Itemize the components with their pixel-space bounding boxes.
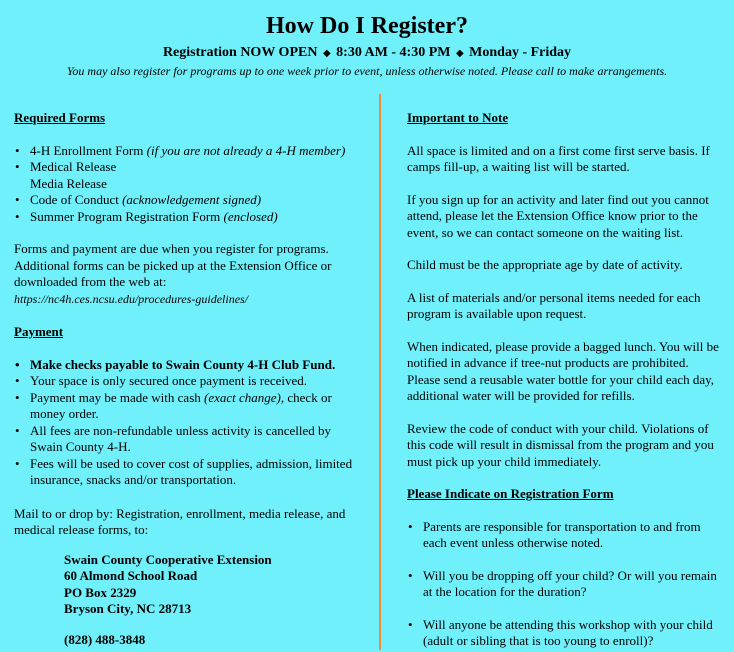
form-name: Summer Program Registration Form <box>30 208 221 224</box>
indicate-list <box>407 519 725 650</box>
mailing-address <box>14 552 366 649</box>
list-item <box>14 456 366 489</box>
bullet-icon: • <box>15 142 20 158</box>
bullet-icon: • <box>408 518 413 534</box>
payment-heading: Payment <box>14 324 64 339</box>
phone-number: (828) 488-3848 <box>64 631 146 647</box>
list-item <box>407 617 725 650</box>
list-item <box>14 390 366 423</box>
list-item <box>14 143 366 160</box>
address-line: PO Box 2329 <box>64 584 137 600</box>
diamond-icon: ◆ <box>455 48 464 59</box>
indicate-item-text: Will you be dropping off your child? Or will you remain at the location for the duration? <box>423 567 717 599</box>
bullet-icon: • <box>15 389 20 405</box>
address-line: Bryson City, NC 28713 <box>64 601 192 616</box>
payment-checks-text: Make checks payable to Swain County 4-H Club Fund. <box>30 356 336 372</box>
forms-info-paragraph: Forms and payment are due when you register for programs. Additional forms can be picked up at the Extension Office or downloaded from the web at: <box>14 241 332 289</box>
list-item <box>14 423 366 456</box>
list-item <box>14 209 366 226</box>
form-note: (if you are not already a 4-H member) <box>146 142 346 158</box>
form-name: Code of Conduct <box>30 192 119 207</box>
payment-refund-text: All fees are non-refundable unless activity is cancelled by Swain County 4-H. <box>30 422 332 454</box>
list-item <box>407 519 725 552</box>
form-note: (enclosed) <box>223 208 278 224</box>
mail-instructions: Mail to or drop by: Registration, enrollment, media release, and medical release forms, to: <box>14 505 346 537</box>
page-title: How Do I Register? <box>266 13 468 39</box>
bullet-icon: • <box>15 422 20 438</box>
bullet-icon: • <box>15 208 20 224</box>
form-name: Media Release <box>30 175 107 191</box>
payment-list <box>14 357 366 489</box>
payment-methods-text: Payment may be made with cash <box>30 389 201 405</box>
bullet-icon: • <box>15 356 20 372</box>
registration-open-text: Registration NOW OPEN <box>162 45 318 60</box>
indicate-heading: Please Indicate on Registration Form <box>407 486 614 501</box>
payment-fees-text: Fees will be used to cover cost of supplies, admission, limited insurance, snacks and/or transportation. <box>30 455 353 487</box>
form-name: 4-H Enrollment Form <box>30 142 144 158</box>
left-column <box>14 110 366 648</box>
bullet-icon: • <box>15 455 20 471</box>
indicate-item-text: Will anyone be attending this workshop with your child (adult or sibling that is too young to enroll)? <box>423 616 713 648</box>
list-item <box>14 357 366 374</box>
list-item <box>407 568 725 601</box>
bullet-icon: • <box>15 373 20 388</box>
list-item <box>14 159 366 192</box>
list-item <box>14 373 366 390</box>
important-paragraph: When indicated, please provide a bagged lunch. You will be notified in advance if tree-nut products are prohibited. Please send a reusable water bottle for your child each day, additional water will be provided for refills. <box>407 338 719 403</box>
important-paragraph: If you sign up for an activity and later find out you cannot attend, please let the Extension Office know prior to the event, so we can contact someone on the waiting list. <box>407 191 709 240</box>
advance-registration-note: You may also register for programs up to one week prior to event, unless otherwise noted. Please call to make arrangements. <box>66 64 668 78</box>
important-paragraph: All space is limited and on a first come first serve basis. If camps fill-up, a waiting list will be started. <box>407 142 710 174</box>
bullet-icon: • <box>408 567 413 583</box>
bullet-icon: • <box>408 616 413 632</box>
right-column <box>407 110 725 650</box>
important-heading: Important to Note <box>407 110 509 125</box>
required-forms-heading: Required Forms <box>14 110 106 125</box>
hours-text: 8:30 AM - 4:30 PM <box>336 45 451 60</box>
important-paragraph: A list of materials and/or personal items needed for each program is available upon request. <box>407 289 701 321</box>
diamond-icon: ◆ <box>322 48 331 59</box>
address-line: 60 Almond School Road <box>64 568 198 583</box>
list-item <box>14 192 366 209</box>
payment-secure-text: Your space is only secured once payment is received. <box>30 373 308 388</box>
registration-hours <box>0 44 734 63</box>
column-divider <box>379 94 381 650</box>
form-note: (acknowledgement signed) <box>122 192 262 207</box>
indicate-item-text: Parents are responsible for transportation to and from each event unless otherwise noted. <box>423 518 701 550</box>
form-name: Medical Release <box>30 159 117 174</box>
days-text: Monday - Friday <box>469 45 572 60</box>
payment-methods-text-end: , check or money order. <box>30 389 332 421</box>
bullet-icon: • <box>15 159 20 174</box>
important-paragraph: Child must be the appropriate age by date of activity. <box>407 257 683 272</box>
address-line: Swain County Cooperative Extension <box>64 551 272 567</box>
important-paragraph: Review the code of conduct with your child. Violations of this code will result in dismissal from the program and you must pick up your child immediately. <box>407 420 714 469</box>
required-forms-list <box>14 143 366 226</box>
bullet-icon: • <box>15 192 20 207</box>
payment-methods-note: (exact change) <box>204 389 281 405</box>
forms-url-link[interactable]: https://nc4h.ces.ncsu.edu/procedures-guidelines/ <box>14 291 249 306</box>
